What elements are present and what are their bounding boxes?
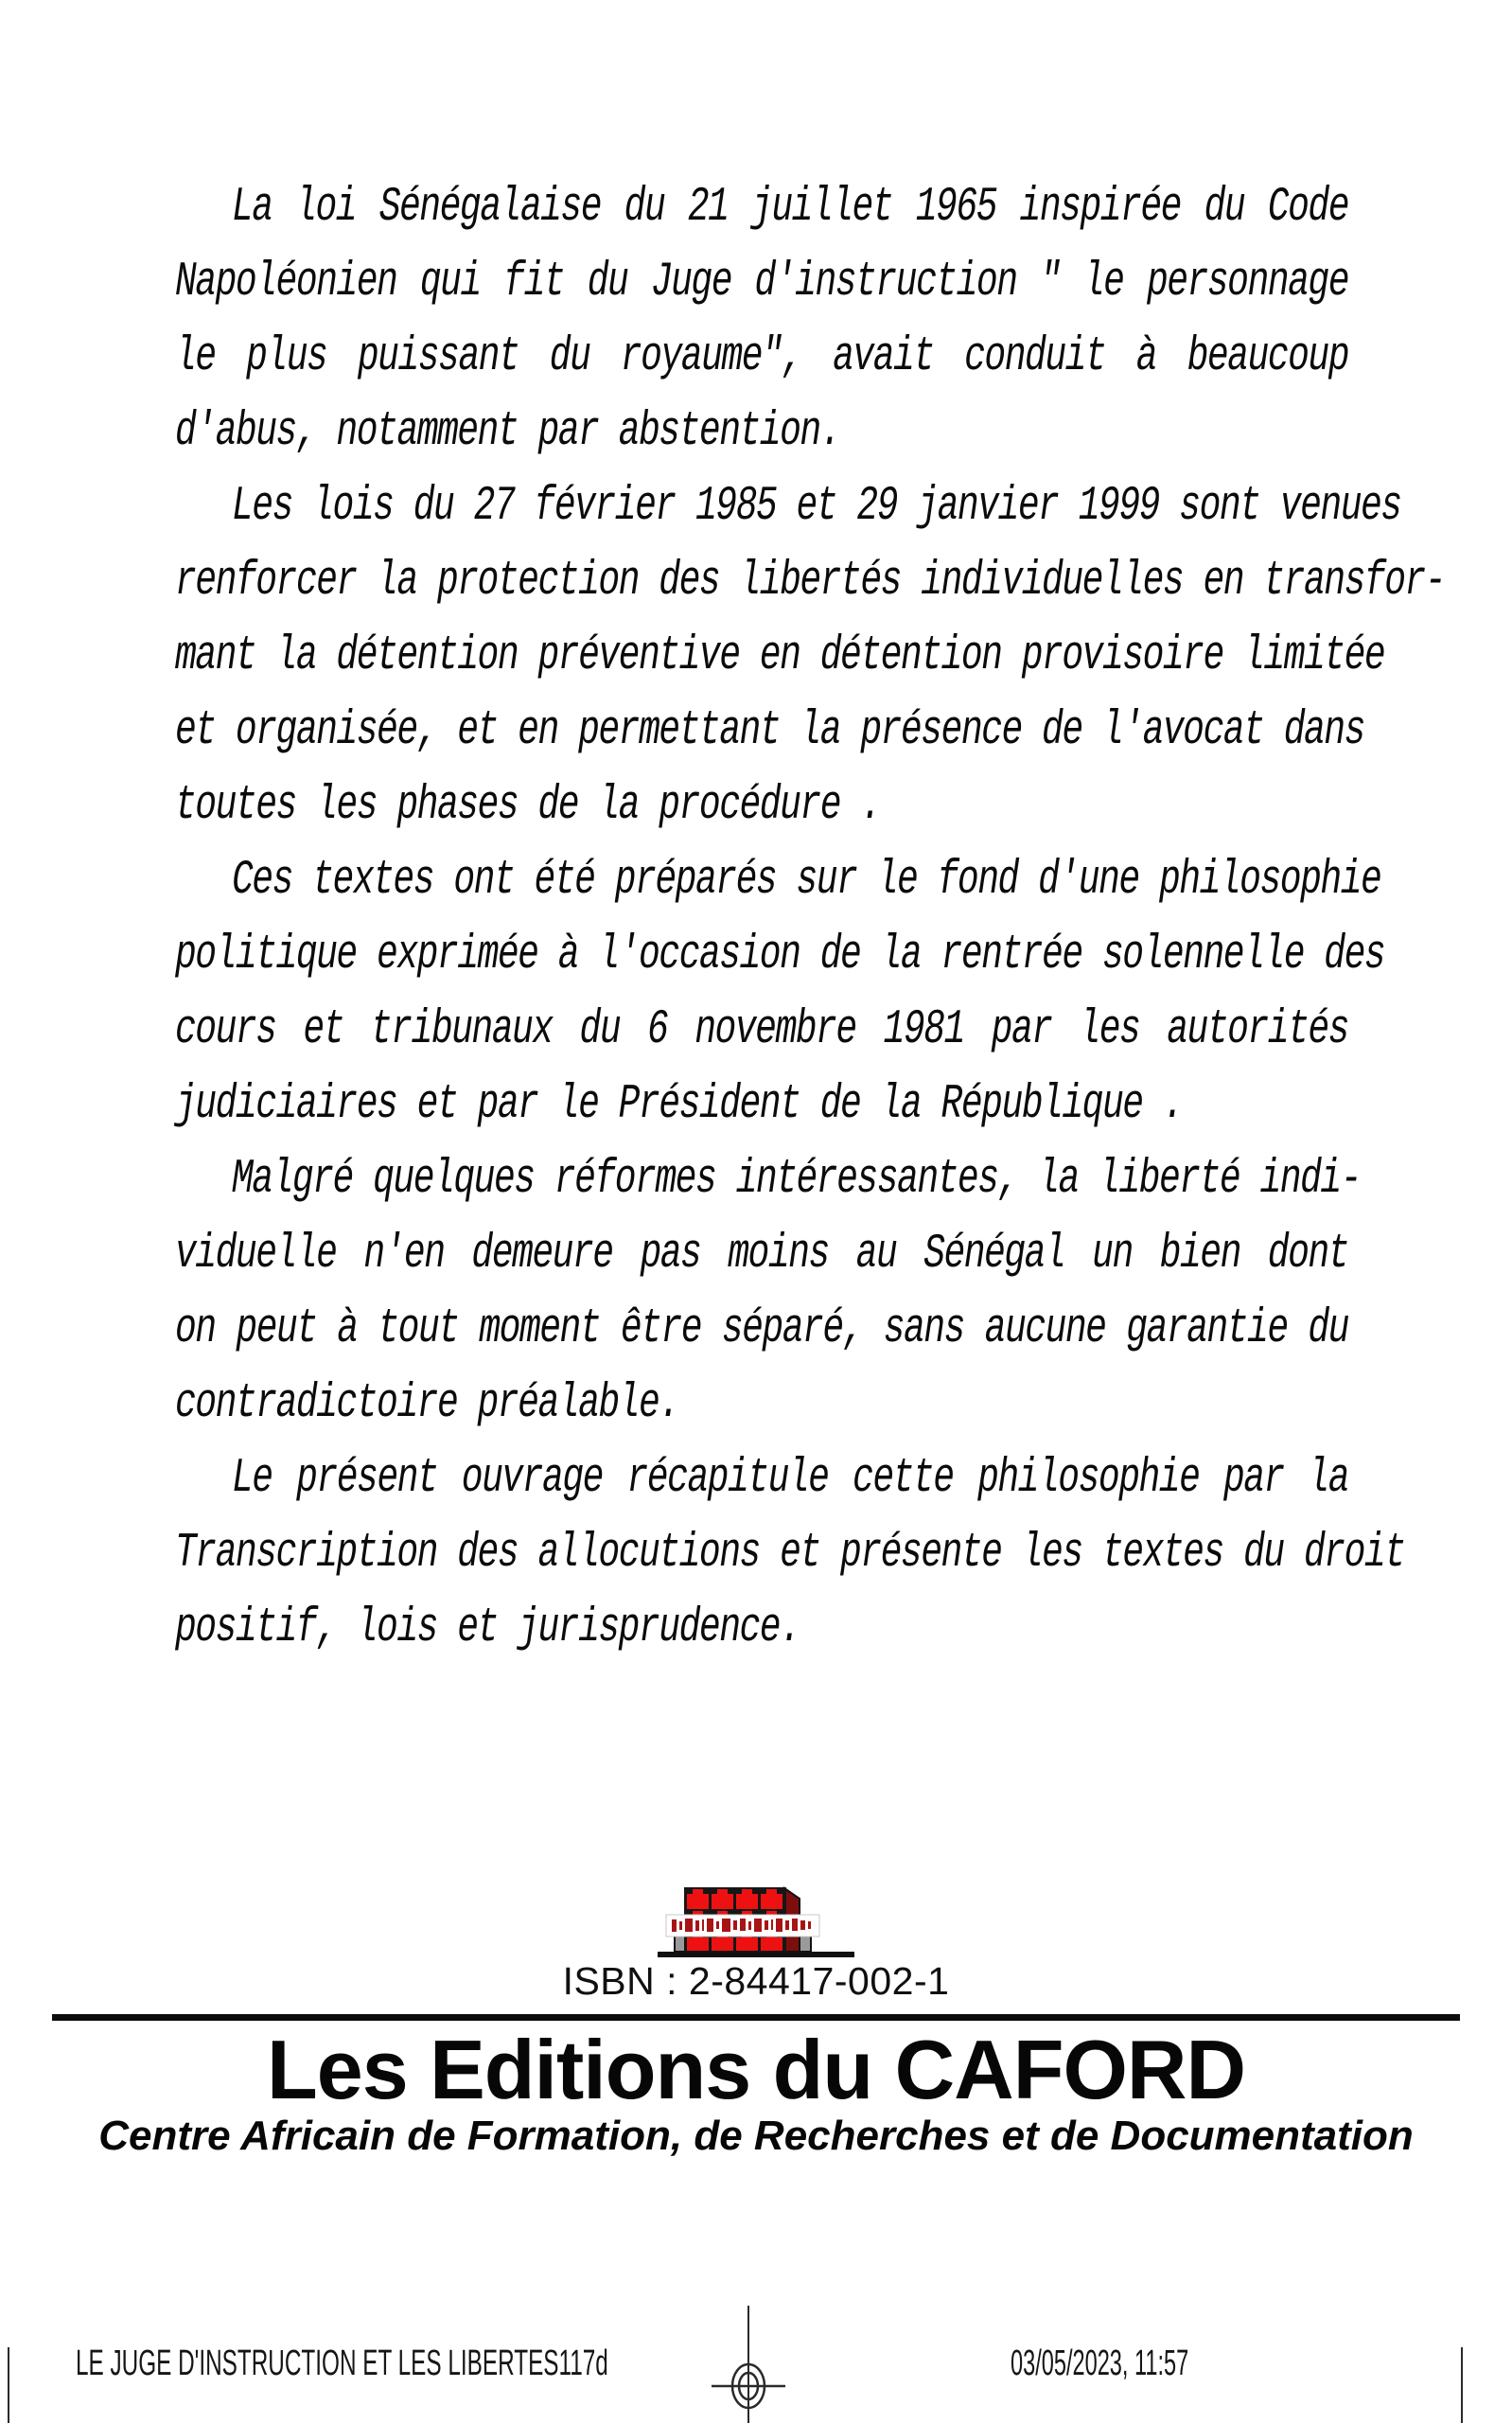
body-line: mant la détention préventive en détention provisoire limitée <box>175 628 1385 684</box>
body-line: Les lois du 27 février 1985 et 29 janvier 1999 sont venues <box>232 479 1401 535</box>
body-line: Le présent ouvrage récapitule cette philosophie par la <box>232 1451 1348 1507</box>
body-line: cours et tribunaux du 6 novembre 1981 par les autorités <box>175 1002 1348 1058</box>
body-line: Malgré quelques réformes intéressantes, la liberté indi- <box>232 1152 1362 1208</box>
isbn-text: ISBN : 2-84417-002-1 <box>562 1959 950 2003</box>
body-line: positif, lois et jurisprudence. <box>175 1601 800 1656</box>
body-line: toutes les phases de la procédure . <box>175 778 881 834</box>
body-line: politique exprimée à l'occasion de la rentrée solennelle des <box>175 928 1385 983</box>
body-text-block <box>175 170 1446 1666</box>
crop-mark-right <box>1461 2347 1463 2423</box>
footer-document-name: LE JUGE D'INSTRUCTION ET LES LIBERTES117d <box>76 2343 608 2383</box>
publisher-tagline: Centre Africain de Formation, de Recherches et de Documentation <box>98 2113 1414 2159</box>
body-line: renforcer la protection des libertés individuelles en transfor- <box>175 554 1446 610</box>
body-line: Transcription des allocutions et présente les textes du droit <box>175 1526 1405 1582</box>
body-line: Napoléonien qui fit du Juge d'instruction " le personnage <box>175 255 1348 310</box>
body-line: judiciaires et par le Président de la République . <box>175 1077 1184 1133</box>
body-line: et organisée, et en permettant la présence de l'avocat dans <box>175 703 1364 759</box>
publisher-title: Les Editions du CAFORD <box>267 2023 1245 2116</box>
body-line: d'abus, notamment par abstention. <box>175 404 841 460</box>
divider-rule <box>52 2014 1460 2021</box>
body-line: Ces textes ont été préparés sur le fond d'une philosophie <box>232 853 1381 909</box>
footer-timestamp: 03/05/2023, 11:57 <box>1011 2343 1189 2383</box>
body-line: on peut à tout moment être séparé, sans aucune garantie du <box>175 1301 1348 1357</box>
body-line: La loi Sénégalaise du 21 juillet 1965 inspirée du Code <box>232 180 1348 236</box>
body-line: le plus puissant du royaume", avait conduit à beaucoup <box>175 329 1348 385</box>
crop-mark-left <box>8 2347 9 2423</box>
caford-building-logo-icon <box>657 1885 855 1958</box>
body-line: contradictoire préalable. <box>175 1376 679 1432</box>
registration-mark-icon <box>709 2306 788 2423</box>
body-line: viduelle n'en demeure pas moins au Sénégal un bien dont <box>175 1227 1348 1282</box>
